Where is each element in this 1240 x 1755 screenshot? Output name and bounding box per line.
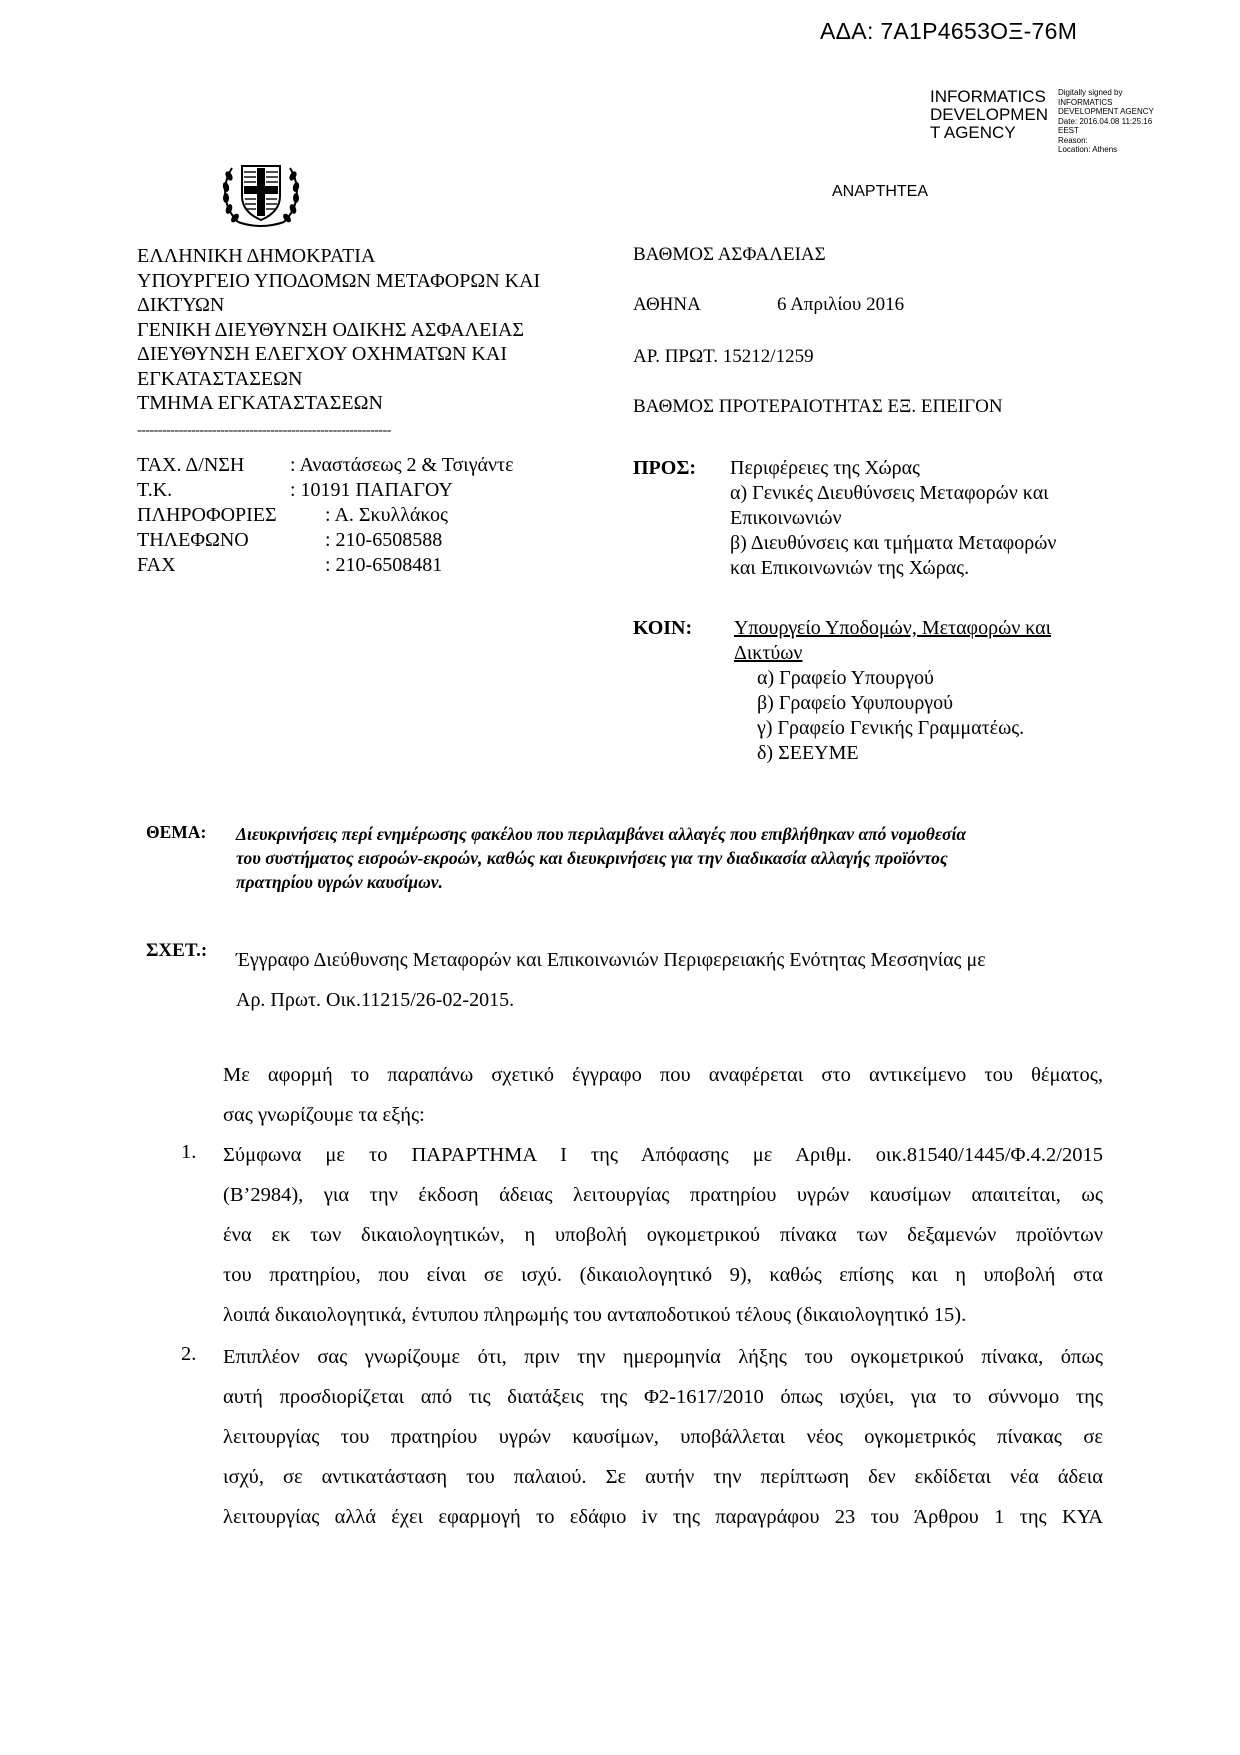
signature-name-line: DEVELOPMEN [930, 105, 1049, 124]
item-number: 1. [181, 1141, 197, 1163]
signature-detail-line: DEVELOPMENT AGENCY [1058, 107, 1154, 116]
signature-detail-line: Location: Athens [1058, 145, 1118, 154]
signature-detail-line: Digitally signed by [1058, 88, 1123, 97]
copies-title-line: Υπουργείο Υποδομών, Μεταφορών και [734, 617, 1052, 639]
sender-line: ΕΓΚΑΤΑΣΤΑΣΕΩΝ [137, 367, 303, 390]
signature-detail-line: INFORMATICS [1058, 97, 1113, 107]
contact-row [137, 503, 597, 528]
reference-text [236, 940, 1116, 1020]
copies-label: ΚΟΙΝ: [633, 617, 693, 639]
signature-name-line: T AGENCY [930, 123, 1016, 142]
item-line: Σύμφωνα με το ΠΑΡΑΡΤΗΜΑ Ι της Απόφασης με Αριθμ. οικ.81540/1445/Φ.4.2/2015 [223, 1144, 1103, 1166]
copies-item: γ) Γραφείο Γενικής Γραμματέως. [757, 717, 1025, 739]
contact-row [137, 453, 597, 478]
item-line: λοιπά δικαιολογητικά, έντυπου πληρωμής του ανταποδοτικού τέλους (δικαιολογητικό 15). [223, 1304, 967, 1326]
recipient-line: α) Γενικές Διευθύνσεις Μεταφορών και [730, 482, 1049, 504]
copies-item: α) Γραφείο Υπουργού [757, 667, 934, 689]
item-line: αυτή προσδιορίζεται από τις διατάξεις της Φ2-1617/2010 όπως ισχύει, για το σύννομο της [223, 1386, 1103, 1408]
greek-coat-of-arms-icon [218, 160, 304, 230]
contact-value: : Αναστάσεως 2 & Τσιγάντε [290, 454, 514, 476]
contact-value: : Α. Σκυλλάκος [325, 504, 448, 526]
contact-row [137, 553, 597, 578]
document-date: 6 Απριλίου 2016 [777, 294, 905, 315]
separator-line: ------------------------------------------------------------- [137, 423, 391, 438]
recipient-line: και Επικοινωνιών της Χώρας. [730, 557, 970, 579]
sender-line: ΕΛΛΗΝΙΚΗ ΔΗΜΟΚΡΑΤΙΑ [137, 245, 376, 267]
item-line: ένα εκ των δικαιολογητικών, η υποβολή ογκομετρικού πίνακα των δεξαμενών προϊόντων [223, 1224, 1103, 1246]
copies-title [734, 616, 1051, 666]
contact-value: : 10191 ΠΑΠΑΓΟΥ [290, 479, 453, 501]
subject-text [236, 822, 1136, 894]
contact-value: : 210-6508588 [325, 529, 443, 551]
signature-name-line: INFORMATICS [930, 87, 1046, 106]
item-line: λειτουργίας αλλά έχει εφαρμογή το εδάφιο iv της παραγράφου 23 του Άρθρου 1 της ΚΥΑ [223, 1506, 1103, 1528]
item-paragraph [223, 1135, 1103, 1335]
sender-header [137, 244, 617, 416]
intro-line: Με αφορμή το παραπάνω σχετικό έγγραφο που αναφέρεται στο αντικείμενο του θέματος, [223, 1064, 1103, 1086]
protocol-number: ΑΡ. ΠΡΩΤ. 15212/1259 [633, 346, 814, 367]
contact-row [137, 478, 597, 503]
city: ΑΘΗΝΑ [633, 294, 701, 315]
signature-name [930, 88, 1048, 142]
publication-notice: ΑΝΑΡΤΗΤΕΑ [832, 183, 929, 200]
contact-label: FAX [137, 554, 176, 576]
sender-line: ΥΠΟΥΡΓΕΙΟ ΥΠΟΔΟΜΩΝ ΜΕΤΑΦΟΡΩΝ ΚΑΙ [137, 269, 541, 292]
recipients-label: ΠΡΟΣ: [633, 457, 697, 479]
recipients-list [730, 456, 1056, 581]
item-line: ισχύ, σε αντικατάσταση του παλαιού. Σε αυτήν την περίπτωση δεν εκδίδεται νέα άδεια [223, 1466, 1103, 1488]
copies-title-line: Δικτύων [734, 642, 803, 664]
signature-detail-line: EEST [1058, 126, 1079, 135]
contact-label: ΤΑΧ. Δ/ΝΣΗ [137, 454, 245, 476]
reference-line: Αρ. Πρωτ. Οικ.11215/26-02-2015. [236, 989, 515, 1011]
subject-label: ΘΕΜΑ: [146, 822, 207, 842]
signature-details [1058, 88, 1154, 155]
recipient-line: β) Διευθύνσεις και τμήματα Μεταφορών [730, 532, 1057, 554]
subject-line: πρατηρίου υγρών καυσίμων. [236, 872, 443, 892]
sender-line: ΤΜΗΜΑ ΕΓΚΑΤΑΣΤΑΣΕΩΝ [137, 392, 383, 414]
subject-line: Διευκρινήσεις περί ενημέρωσης φακέλου που περιλαμβάνει αλλαγές που επιβλήθηκαν από νομοθεσία [236, 824, 967, 844]
item-paragraph [223, 1337, 1103, 1537]
item-number: 2. [181, 1343, 197, 1365]
item-line: (Β’2984), για την έκδοση άδειας λειτουργίας πρατηρίου υγρών καυσίμων απαιτείται, ως [223, 1184, 1103, 1206]
sender-line: ΔΙΚΤΥΩΝ [137, 294, 225, 316]
contact-label: Τ.Κ. [137, 479, 173, 501]
item-line: Επιπλέον σας γνωρίζουμε ότι, πριν την ημερομηνία λήξης του ογκομετρικού πίνακα, όπως [223, 1346, 1103, 1368]
copies-item: δ) ΣΕΕΥΜΕ [757, 742, 859, 764]
signature-detail-line: Date: 2016.04.08 11:25:16 [1058, 116, 1153, 126]
security-level: ΒΑΘΜΟΣ ΑΣΦΑΛΕΙΑΣ [633, 244, 826, 265]
item-line: του πρατηρίου, που είναι σε ισχύ. (δικαιολογητικό 9), καθώς επίσης και η υποβολή στα [223, 1264, 1103, 1286]
copies-list [757, 666, 1024, 766]
contact-row [137, 528, 597, 553]
sender-line: ΓΕΝΙΚΗ ΔΙΕΥΘΥΝΣΗ ΟΔΙΚΗΣ ΑΣΦΑΛΕΙΑΣ [137, 318, 525, 341]
copies-item: β) Γραφείο Υφυπουργού [757, 692, 954, 714]
contact-label: ΠΛΗΡΟΦΟΡΙΕΣ [137, 504, 277, 526]
ada-code: ΑΔΑ: 7Α1Ρ4653ΟΞ-76Μ [820, 18, 1078, 44]
reference-label: ΣΧΕΤ.: [146, 940, 208, 961]
priority-level: ΒΑΘΜΟΣ ΠΡΟΤΕΡΑΙΟΤΗΤΑΣ ΕΞ. ΕΠΕΙΓΟΝ [633, 396, 1003, 417]
intro-paragraph [223, 1055, 1103, 1135]
intro-line: σας γνωρίζουμε τα εξής: [223, 1104, 425, 1126]
contact-value: : 210-6508481 [325, 554, 443, 576]
subject-line: του συστήματος εισροών-εκροών, καθώς και διευκρινήσεις για την διαδικασία αλλαγής προϊόντος [236, 848, 948, 868]
recipient-line: Επικοινωνιών [730, 507, 842, 529]
recipient-line: Περιφέρειες της Χώρας [730, 457, 920, 479]
contact-label: ΤΗΛΕΦΩΝΟ [137, 529, 249, 551]
reference-line: Έγγραφο Διεύθυνσης Μεταφορών και Επικοινωνιών Περιφερειακής Ενότητας Μεσσηνίας με [236, 949, 986, 971]
item-line: λειτουργίας του πρατηρίου υγρών καυσίμων, υποβάλλεται νέος ογκομετρικός πίνακας σε [223, 1426, 1103, 1448]
signature-detail-line: Reason: [1058, 135, 1088, 145]
sender-line: ΔΙΕΥΘΥΝΣΗ ΕΛΕΓΧΟΥ ΟΧΗΜΑΤΩΝ ΚΑΙ [137, 343, 507, 365]
